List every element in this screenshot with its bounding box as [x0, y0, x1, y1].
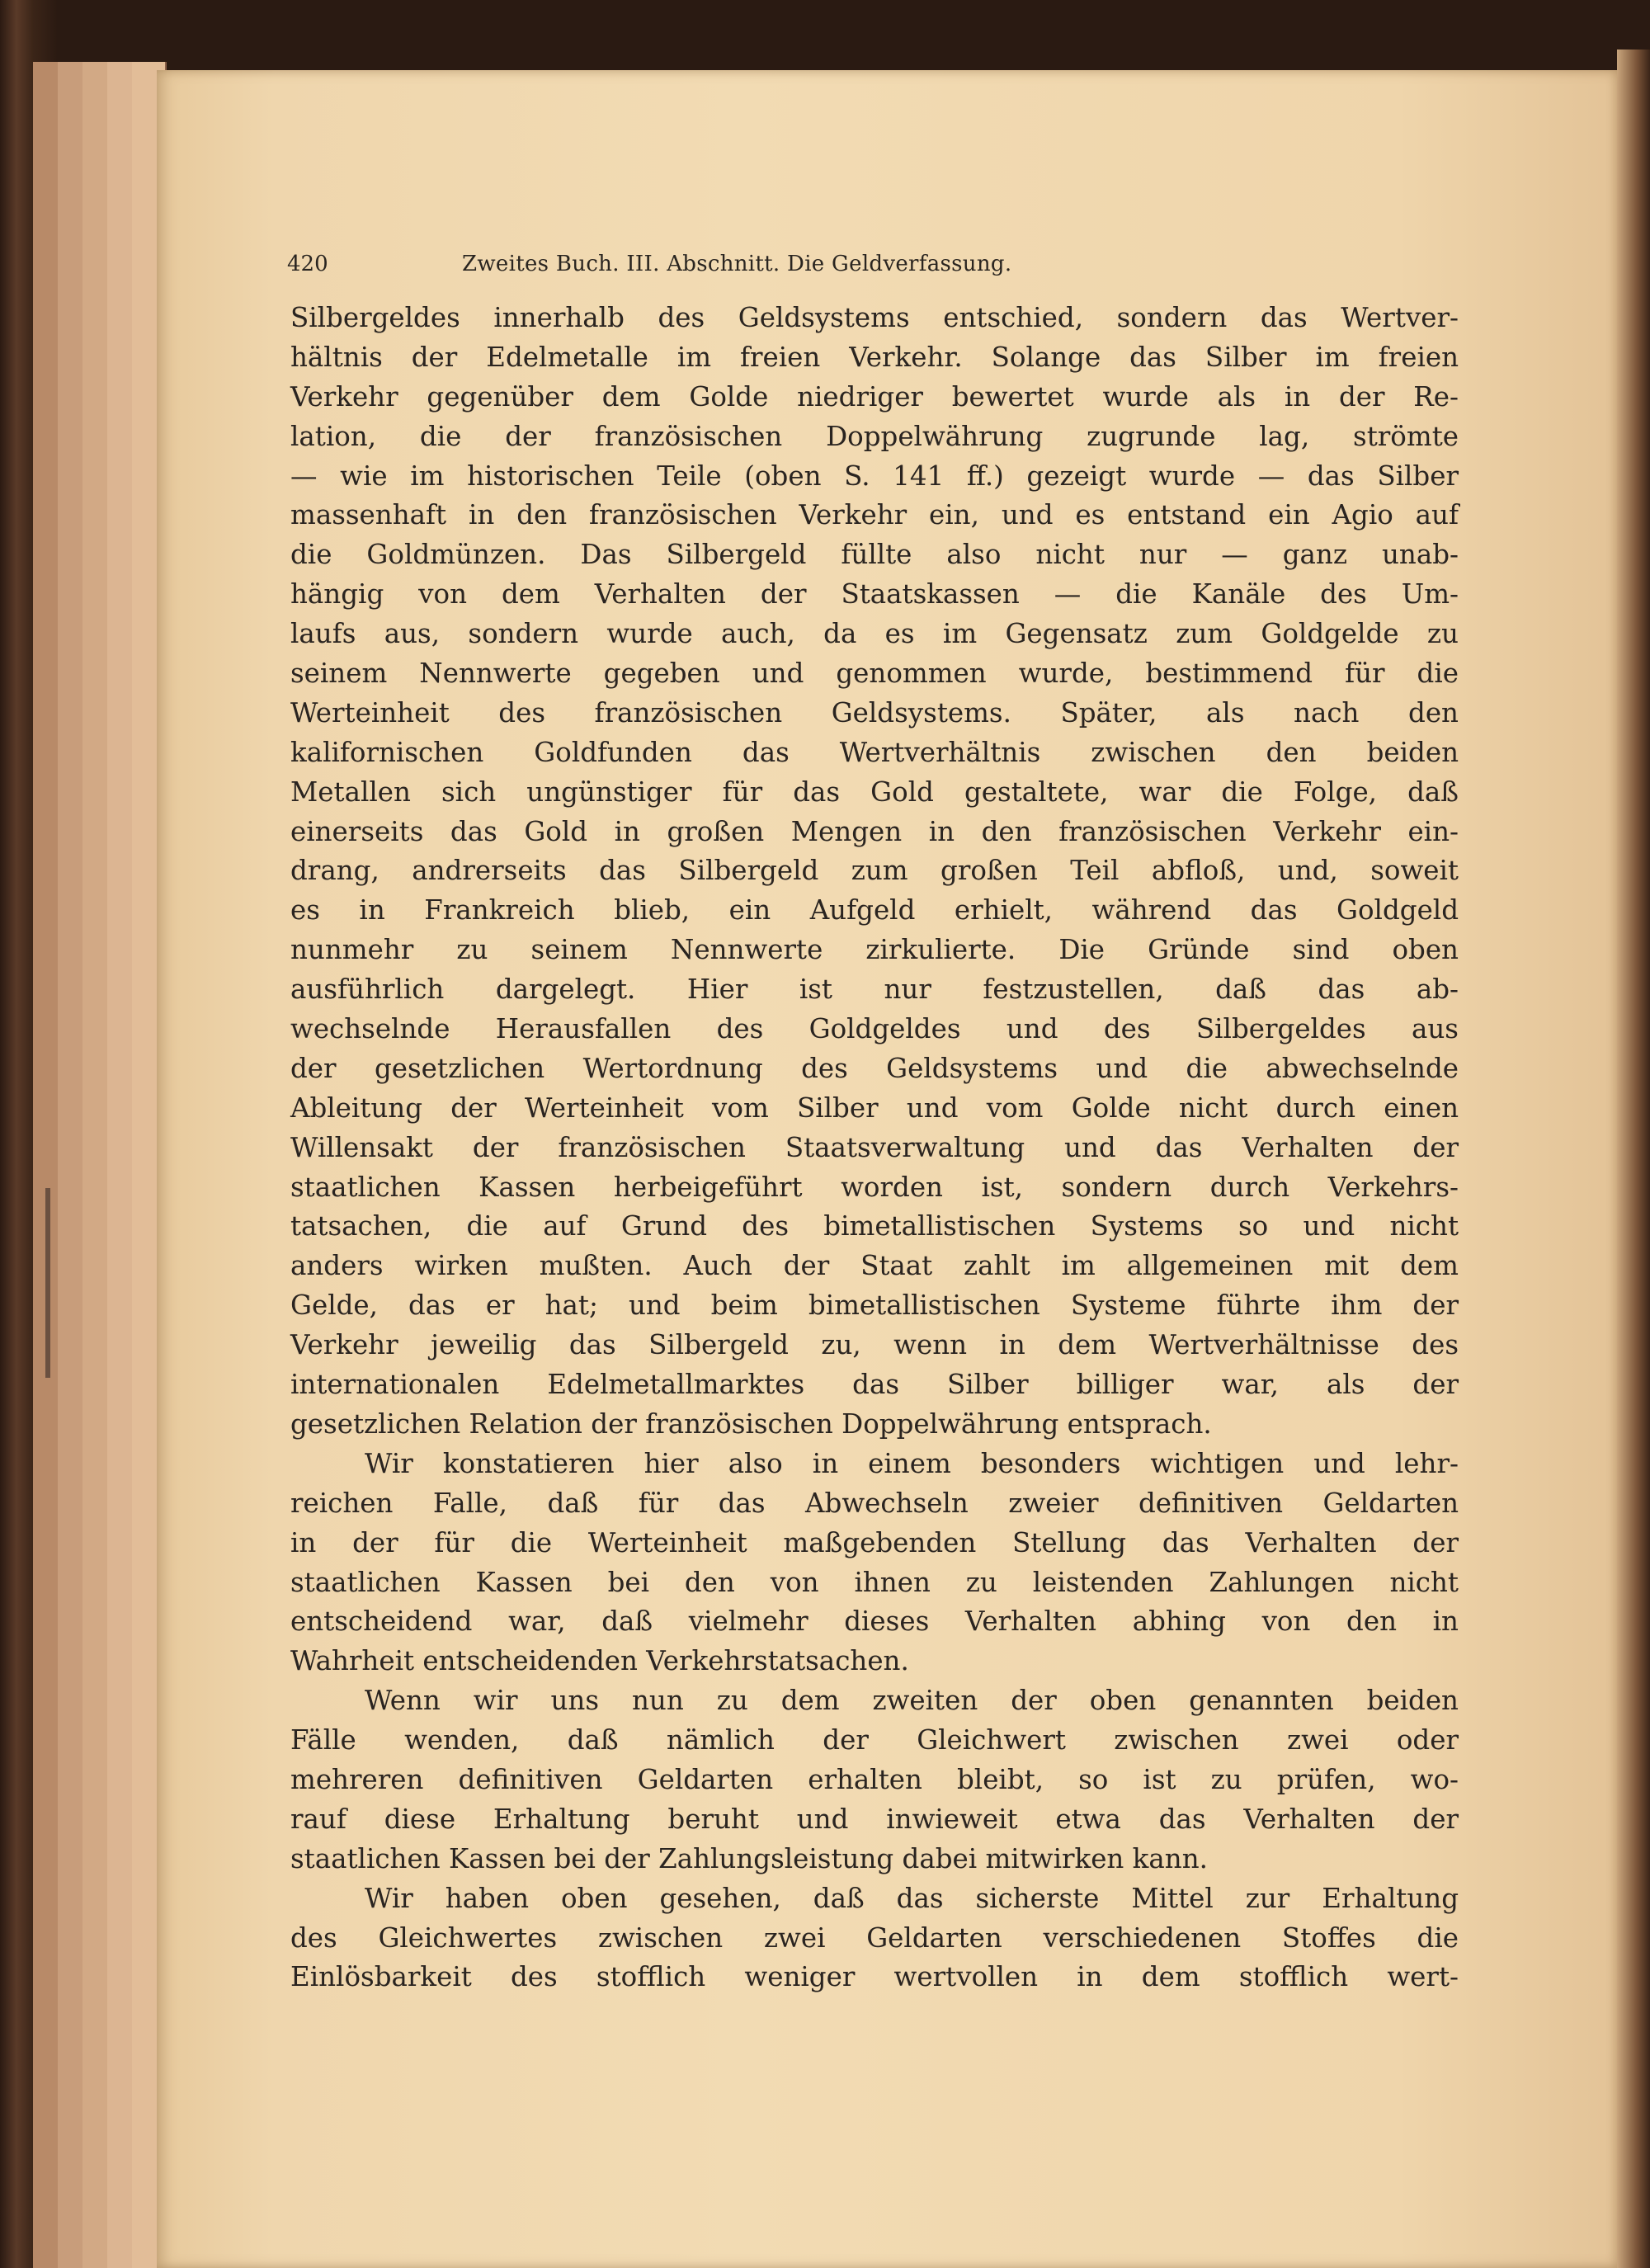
text-line: massenhaft in den französischen Verkehr ein, und es entstand ein Agio auf: [290, 499, 1459, 531]
text-line: Gelde, das er hat; und beim bimetallistischen Systeme führte ihm der: [290, 1290, 1459, 1322]
text-line: gesetzlichen Relation der französischen Doppelwährung entsprach.: [290, 1407, 1212, 1440]
text-line: Wahrheit entscheidenden Verkehrstatsachen.: [290, 1645, 909, 1677]
text-line: lation, die der französischen Doppelwährung zugrunde lag, strömte: [290, 420, 1459, 452]
text-line: Fälle wenden, daß nämlich der Gleichwert zwischen zwei oder: [290, 1724, 1459, 1756]
text-line: kalifornischen Goldfunden das Wertverhältnis zwischen den beiden: [290, 736, 1459, 768]
text-line: Werteinheit des französischen Geldsystems. Später, als nach den: [290, 696, 1459, 728]
text-line: mehreren definitiven Geldarten erhalten bleibt, so ist zu prüfen, wo-: [290, 1763, 1459, 1795]
text-line: Wir konstatieren hier also in einem besonders wichtigen und lehr-: [365, 1447, 1459, 1479]
body-text: [290, 299, 1459, 1997]
text-line: staatlichen Kassen bei den von ihnen zu leistenden Zahlungen nicht: [290, 1566, 1459, 1598]
book-spine-edge: [1617, 50, 1650, 2268]
text-line: staatlichen Kassen bei der Zahlungsleistung dabei mitwirken kann.: [290, 1842, 1208, 1874]
text-line: ausführlich dargelegt. Hier ist nur festzustellen, daß das ab-: [290, 974, 1459, 1006]
text-line: Wir haben oben gesehen, daß das sicherste Mittel zur Erhaltung: [365, 1882, 1459, 1914]
text-line: staatlichen Kassen herbeigeführt worden ist, sondern durch Verkehrs-: [290, 1171, 1459, 1203]
text-line: in der für die Werteinheit maßgebenden Stellung das Verhalten der: [290, 1526, 1459, 1558]
running-title: Zweites Buch. III. Abschnitt. Die Geldverfassung.: [462, 252, 1012, 276]
text-line: Verkehr jeweilig das Silbergeld zu, wenn in dem Wertverhältnisse des: [290, 1329, 1459, 1361]
text-line: laufs aus, sondern wurde auch, da es im Gegensatz zum Goldgelde zu: [290, 618, 1459, 650]
text-line: reichen Falle, daß für das Abwechseln zweier definitiven Geldarten: [290, 1487, 1459, 1519]
text-line: Wenn wir uns nun zu dem zweiten der oben genannten beiden: [365, 1685, 1459, 1717]
text-line: die Goldmünzen. Das Silbergeld füllte also nicht nur — ganz unab-: [290, 539, 1459, 571]
text-line: seinem Nennwerte gegeben und genommen wurde, bestimmend für die: [290, 658, 1459, 690]
text-line: drang, andrerseits das Silbergeld zum großen Teil abfloß, und, soweit: [290, 855, 1459, 887]
text-line: einerseits das Gold in großen Mengen in den französischen Verkehr ein-: [290, 815, 1459, 847]
page-tab-marker: [45, 1188, 50, 1378]
text-line: wechselnde Herausfallen des Goldgeldes und des Silbergeldes aus: [290, 1013, 1459, 1045]
text-line: nunmehr zu seinem Nennwerte zirkulierte. Die Gründe sind oben: [290, 934, 1459, 966]
text-line: hängig von dem Verhalten der Staatskassen — die Kanäle des Um-: [290, 578, 1459, 611]
text-line: Silbergeldes innerhalb des Geldsystems entschied, sondern das Wertver-: [290, 302, 1459, 333]
text-line: Verkehr gegenüber dem Golde niedriger bewertet wurde als in der Re-: [290, 380, 1459, 413]
text-line: Metallen sich ungünstiger für das Gold gestaltete, war die Folge, daß: [290, 776, 1459, 808]
page-number: 420: [287, 252, 328, 276]
text-line: es in Frankreich blieb, ein Aufgeld erhielt, während das Goldgeld: [290, 894, 1459, 927]
running-header: [287, 252, 1252, 285]
text-line: hältnis der Edelmetalle im freien Verkehr. Solange das Silber im freien: [290, 341, 1459, 373]
text-line: — wie im historischen Teile (oben S. 141 ff.) gezeigt wurde — das Silber: [290, 460, 1459, 492]
text-line: Willensakt der französischen Staatsverwaltung und das Verhalten der: [290, 1131, 1459, 1163]
text-line: Ableitung der Werteinheit vom Silber und vom Golde nicht durch einen: [290, 1092, 1459, 1124]
text-line: entscheidend war, daß vielmehr dieses Verhalten abhing von den in: [290, 1606, 1459, 1638]
text-line: rauf diese Erhaltung beruht und inwieweit etwa das Verhalten der: [290, 1803, 1459, 1835]
text-line: anders wirken mußten. Auch der Staat zahlt im allgemeinen mit dem: [290, 1250, 1459, 1282]
text-line: Einlösbarkeit des stofflich weniger wertvollen in dem stofflich wert-: [290, 1961, 1459, 1993]
text-line: des Gleichwertes zwischen zwei Geldarten verschiedenen Stoffes die: [290, 1921, 1459, 1954]
text-line: tatsachen, die auf Grund des bimetallistischen Systems so und nicht: [290, 1210, 1459, 1242]
text-line: der gesetzlichen Wertordnung des Geldsystems und die abwechselnde: [290, 1052, 1459, 1084]
text-line: internationalen Edelmetallmarktes das Silber billiger war, als der: [290, 1369, 1459, 1401]
